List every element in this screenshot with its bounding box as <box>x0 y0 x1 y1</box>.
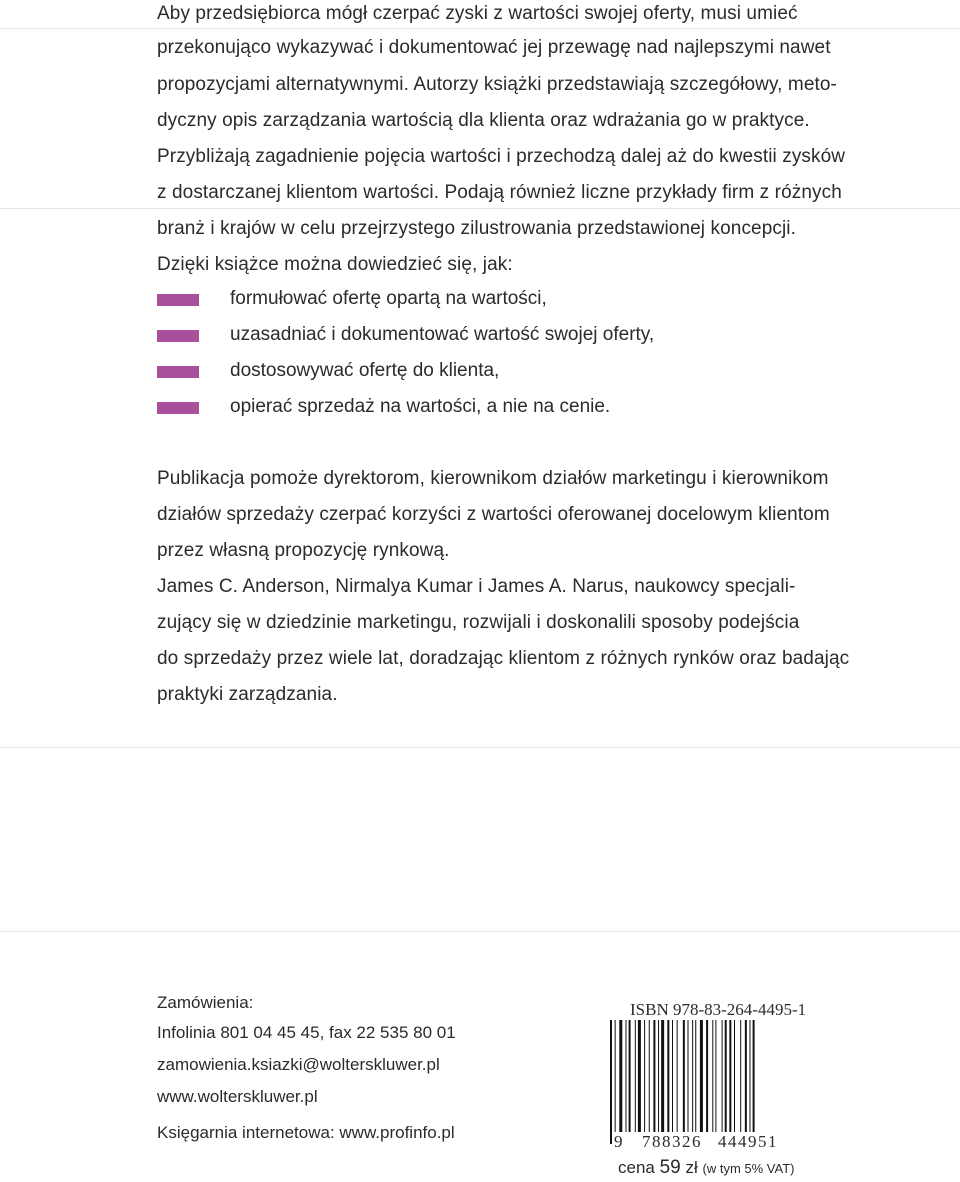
barcode-bar <box>635 1020 636 1132</box>
intro-line: Dzięki książce można dowiedzieć się, jak: <box>157 254 513 275</box>
bullet-text: formułować ofertę opartą na wartości, <box>230 288 547 309</box>
barcode-block <box>606 1000 806 1180</box>
divider-line <box>0 28 960 29</box>
barcode-bar <box>658 1020 659 1132</box>
barcode-bar <box>740 1020 741 1132</box>
intro-line: branż i krajów w celu przejrzystego zilustrowania przedstawionej koncepcji. <box>157 218 796 239</box>
order-website[interactable]: www.wolterskluwer.pl <box>157 1087 318 1106</box>
barcode-bar <box>629 1020 631 1132</box>
barcode-bar <box>667 1020 669 1132</box>
barcode-bar <box>615 1020 616 1132</box>
price-currency: zł <box>685 1158 698 1177</box>
bullet-text: opierać sprzedaż na wartości, a nie na cenie. <box>230 396 611 417</box>
price-vat-note: (w tym 5% VAT) <box>702 1161 795 1176</box>
divider-line <box>0 931 960 932</box>
order-shop[interactable]: Księgarnia internetowa: www.profinfo.pl <box>157 1123 455 1142</box>
barcode-bar <box>715 1020 716 1132</box>
bullet-marker <box>157 402 199 414</box>
barcode-bar <box>677 1020 678 1132</box>
barcode-digits-right: 444951 <box>718 1132 778 1151</box>
barcode-bar <box>661 1020 664 1132</box>
barcode-bar <box>700 1020 703 1132</box>
intro-line: Aby przedsiębiorca mógł czerpać zyski z wartości swojej oferty, musi umieć <box>157 3 798 24</box>
authors-line: praktyki zarządzania. <box>157 684 338 705</box>
barcode-digits-left: 788326 <box>642 1132 702 1151</box>
authors-line: do sprzedaży przez wiele lat, doradzając klientom z różnych rynków oraz badając <box>157 648 850 669</box>
barcode-bar <box>695 1020 696 1132</box>
barcode-bar <box>729 1020 731 1132</box>
price-label: cena <box>618 1158 655 1177</box>
authors-line: James C. Anderson, Nirmalya Kumar i James A. Narus, naukowcy specjali- <box>157 576 796 597</box>
intro-line: propozycjami alternatywnymi. Autorzy książki przedstawiają szczegółowy, meto- <box>157 74 837 95</box>
audience-line: działów sprzedaży czerpać korzyści z wartości oferowanej docelowym klientom <box>157 504 830 525</box>
intro-line: dyczny opis zarządzania wartością dla klienta oraz wdrażania go w praktyce. <box>157 110 810 131</box>
barcode-bar <box>734 1020 735 1132</box>
intro-line: z dostarczanej klientom wartości. Podają również liczne przykłady firm z różnych <box>157 182 842 203</box>
divider-line <box>0 747 960 748</box>
barcode-digit-first: 9 <box>614 1132 623 1151</box>
barcode-bar <box>653 1020 655 1132</box>
barcode-bar <box>644 1020 645 1132</box>
barcode-bar <box>712 1020 713 1132</box>
order-heading: Zamówienia: <box>157 993 254 1012</box>
audience-line: przez własną propozycję rynkową. <box>157 540 450 561</box>
isbn-label: ISBN 978-83-264-4495-1 <box>630 1000 807 1019</box>
authors-line: zujący się w dziedzinie marketingu, rozwijali i doskonalili sposoby podejścia <box>157 612 800 633</box>
barcode-bar <box>672 1020 673 1132</box>
order-email[interactable]: zamowienia.ksiazki@wolterskluwer.pl <box>157 1055 440 1074</box>
intro-line: Przybliżają zagadnienie pojęcia wartości i przechodzą dalej aż do kwestii zysków <box>157 146 846 167</box>
bullet-marker <box>157 330 199 342</box>
divider-line <box>0 208 960 209</box>
barcode-bar <box>610 1020 612 1144</box>
bullet-marker <box>157 294 199 306</box>
bullet-text: dostosowywać ofertę do klienta, <box>230 360 500 381</box>
bullet-text: uzasadniać i dokumentować wartość swojej oferty, <box>230 324 655 345</box>
barcode-bar <box>753 1020 755 1144</box>
barcode-bar <box>626 1020 627 1132</box>
barcode-bar <box>619 1020 622 1132</box>
intro-line: przekonująco wykazywać i dokumentować jej przewagę nad najlepszymi nawet <box>157 37 831 58</box>
barcode-bar <box>722 1020 723 1132</box>
barcode-bar <box>638 1020 641 1132</box>
barcode-bar <box>692 1020 693 1132</box>
audience-line: Publikacja pomoże dyrektorom, kierownikom działów marketingu i kierownikom <box>157 468 829 489</box>
barcode-bar <box>706 1020 708 1132</box>
bullet-marker <box>157 366 199 378</box>
price <box>618 1157 794 1180</box>
barcode-bar <box>688 1020 689 1132</box>
barcode-bar <box>725 1020 727 1132</box>
barcode-bar <box>750 1020 751 1132</box>
barcode-bar <box>649 1020 650 1132</box>
barcode-bars <box>606 1020 806 1144</box>
order-phone: Infolinia 801 04 45 45, fax 22 535 80 01 <box>157 1023 456 1042</box>
price-amount: 59 <box>659 1157 681 1178</box>
barcode-bar <box>745 1020 747 1132</box>
barcode-bar <box>683 1020 685 1144</box>
